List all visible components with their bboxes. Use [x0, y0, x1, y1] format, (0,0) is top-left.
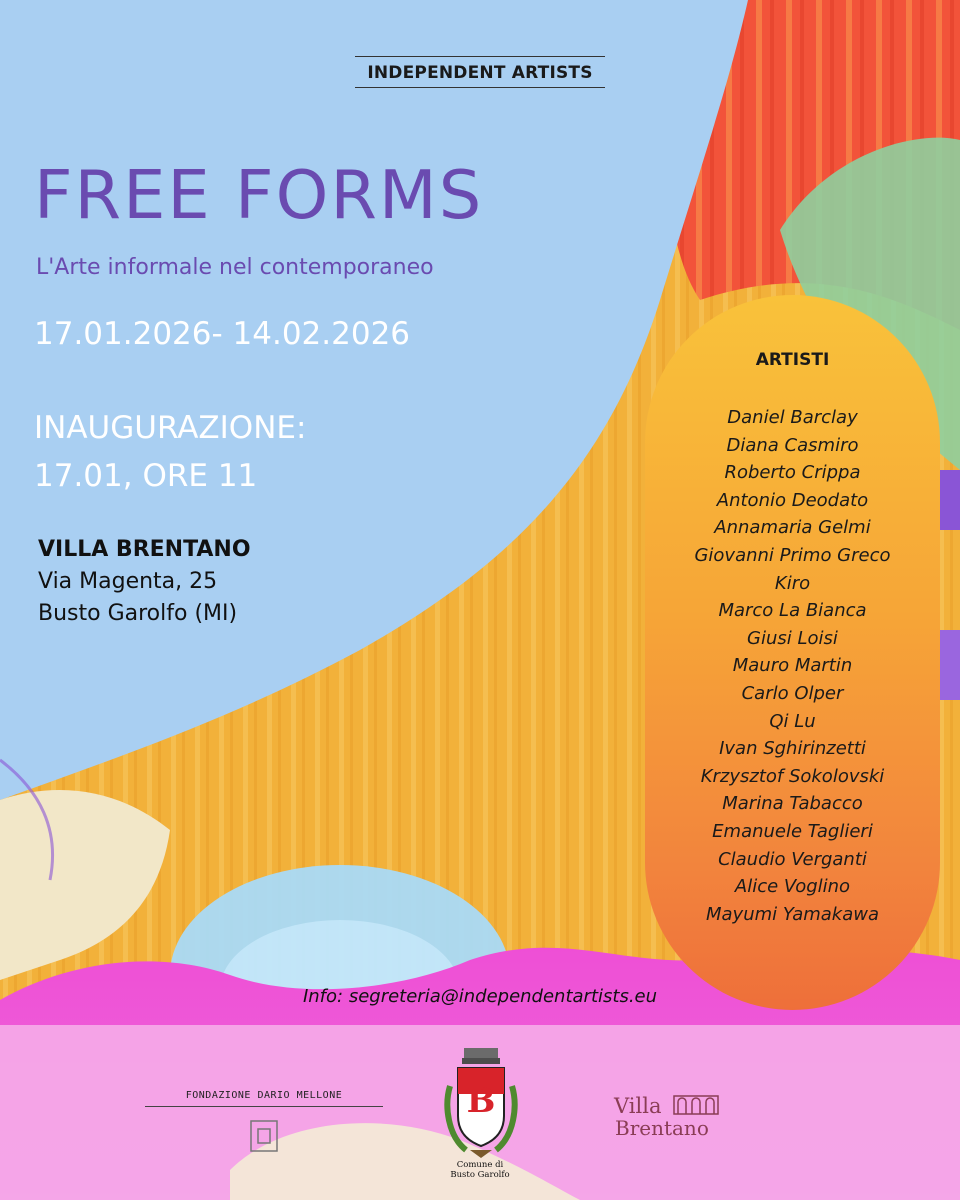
artist-name: Qi Lu	[769, 710, 816, 732]
foundation-name: FONDAZIONE DARIO MELLONE	[145, 1090, 383, 1107]
foundation-logo-icon	[250, 1120, 278, 1152]
comune-label	[430, 1160, 530, 1180]
artist-name: Daniel Barclay	[727, 407, 858, 428]
comune-crest-icon	[440, 1046, 522, 1162]
villa-word-2: Brentano	[615, 1116, 709, 1140]
artist-name: Krzysztof Sokolovski	[700, 765, 885, 787]
artist-name: Marina Tabacco	[722, 793, 863, 815]
artist-name: Claudio Verganti	[718, 848, 867, 870]
venue-city: Busto Garolfo (MI)	[38, 601, 238, 626]
comune-line-2: Busto Garolfo	[450, 1170, 510, 1180]
venue-street: Via Magenta, 25	[38, 569, 218, 594]
info-email[interactable]: Info: segreteria@independentartists.eu	[302, 986, 658, 1007]
venue-block	[38, 534, 251, 630]
artist-name: Giusi Loisi	[747, 627, 838, 649]
artist-name: Kiro	[774, 572, 811, 594]
svg-text:B: B	[466, 1081, 496, 1121]
artist-name: Annamaria Gelmi	[714, 517, 871, 539]
comune-line-1: Comune di	[456, 1160, 504, 1170]
artist-name: Emanuele Taglieri	[712, 820, 873, 842]
artists-title: ARTISTI	[755, 350, 830, 370]
villa-word-1: Villa	[614, 1094, 662, 1118]
artist-name: Diana Casmiro	[726, 434, 859, 456]
inauguration-time: 17.01, ORE 11	[34, 458, 258, 494]
artists-list	[645, 404, 940, 928]
artist-name: Giovanni Primo Greco	[694, 544, 891, 566]
artist-name: Alice Voglino	[734, 876, 851, 898]
artist-name: Mauro Martin	[732, 655, 853, 677]
brand-header: INDEPENDENT ARTISTS	[355, 56, 605, 88]
artist-name: Roberto Crippa	[724, 462, 861, 484]
artist-name: Antonio Deodato	[716, 489, 869, 511]
event-title: FREE FORMS	[34, 156, 484, 234]
artist-name: Mayumi Yamakawa	[705, 903, 880, 925]
artist-name: Marco La Bianca	[718, 600, 867, 622]
event-subtitle: L'Arte informale nel contemporaneo	[36, 255, 434, 280]
venue-name: VILLA BRENTANO	[38, 537, 251, 562]
event-dates: 17.01.2026- 14.02.2026	[34, 316, 411, 352]
artist-name: Ivan Sghirinzetti	[719, 738, 866, 760]
artist-name: Carlo Olper	[741, 682, 844, 704]
inauguration-label: INAUGURAZIONE:	[34, 410, 307, 446]
inauguration	[34, 404, 306, 500]
